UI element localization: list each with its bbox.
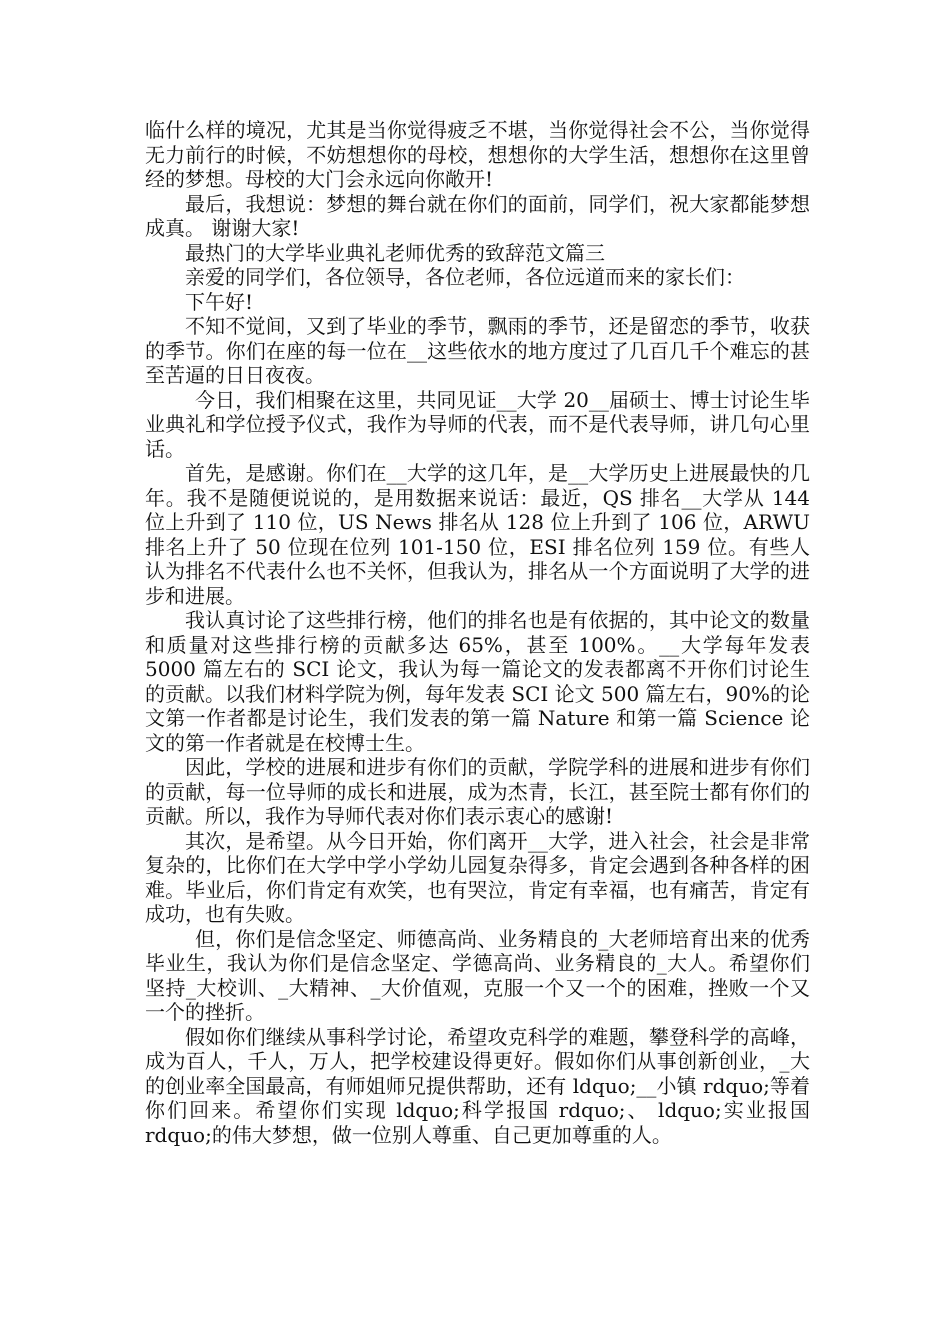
salutation: 亲爱的同学们，各位领导，各位老师，各位远道而来的家长们： <box>185 265 745 289</box>
greeting: 下午好! <box>185 289 254 314</box>
paragraph-thanks: 首先，是感谢。你们在__大学的这几年，是__大学历史上进展最快的几年。我不是随便说说的，是用数据来说话：最近，QS 排名__大学从 144 位上升到了 110 位，US News 排名从 128 位上升到了 106 位，ARWU 排名上升了 50 位现在位列 101-150 位，ESI 排名位列 159 位。有些人认为排名不代表什么也不关怀，但我认为，排名从一个方面说明了大学的进步和进展。 <box>145 461 810 608</box>
paragraph-closing: 最后，我想说：梦想的舞台就在你们的面前，同学们，祝大家都能梦想成真。 谢谢大家! <box>145 191 810 240</box>
section-heading: 最热门的大学毕业典礼老师优秀的致辞范文篇三 <box>185 240 605 265</box>
paragraph-continuation: 临什么样的境况，尤其是当你觉得疲乏不堪，当你觉得社会不公，当你觉得无力前行的时候，不妨想想你的母校，想想你的大学生活，想想你在这里曾经的梦想。母校的大门会永远向你敞开! <box>145 118 810 191</box>
paragraph-contribution: 因此，学校的进展和进步有你们的贡献，学院学科的进展和进步有你们的贡献，每一位导师的成长和进展，成为杰青，长江，甚至院士都有你们的贡献。所以，我作为导师代表对你们表示衷心的感谢! <box>145 755 810 828</box>
paragraph-ceremony: 今日，我们相聚在这里，共同见证__大学 20__届硕士、博士讨论生毕业典礼和学位授予仪式，我作为导师的代表，而不是代表导师，讲几句心里话。 <box>145 387 810 461</box>
paragraph-intro: 不知不觉间，又到了毕业的季节，飘雨的季节，还是留恋的季节，收获的季节。你们在座的每一位在__这些依水的地方度过了几百几千个难忘的甚至苦逼的日日夜夜。 <box>145 314 810 387</box>
paragraph-future: 假如你们继续从事科学讨论，希望攻克科学的难题，攀登科学的高峰，成为百人，千人，万人，把学校建设得更好。假如你们从事创新创业，_大的创业率全国最高，有师姐师兄提供帮助，还有 ldquo;__小镇 rdquo;等着你们回来。希望你们实现 ldquo;科学报国 rdquo;、 ldquo;实业报国 rdquo;的伟大梦想，做一位别人尊重、自己更加尊重的人。 <box>145 1024 810 1147</box>
paragraph-rankings: 我认真讨论了这些排行榜，他们的排名也是有依据的，其中论文的数量和质量对这些排行榜的贡献多达 65%，甚至 100%。__大学每年发表 5000 篇左右的 SCI 论文，我认为每一篇论文的发表都离不开你们讨论生的贡献。以我们材料学院为例，每年发表 SCI 论文 500 篇左右，90%的论文第一作者都是讨论生，我们发表的第一篇 Nature 和第一篇 Science 论文的第一作者就是在校博士生。 <box>145 608 810 755</box>
paragraph-hope: 其次，是希望。从今日开始，你们离开__大学，进入社会，社会是非常复杂的，比你们在大学中学小学幼儿园复杂得多，肯定会遇到各种各样的困难。毕业后，你们肯定有欢笑，也有哭泣，肯定有幸福，也有痛苦，肯定有成功，也有失败。 <box>145 828 810 926</box>
document-page <box>145 118 810 1147</box>
paragraph-belief: 但，你们是信念坚定、师德高尚、业务精良的_大老师培育出来的优秀毕业生，我认为你们是信念坚定、学德高尚、业务精良的_大人。希望你们坚持_大校训、_大精神、_大价值观，克服一个又一个的困难，挫败一个又一个的挫折。 <box>145 926 810 1024</box>
